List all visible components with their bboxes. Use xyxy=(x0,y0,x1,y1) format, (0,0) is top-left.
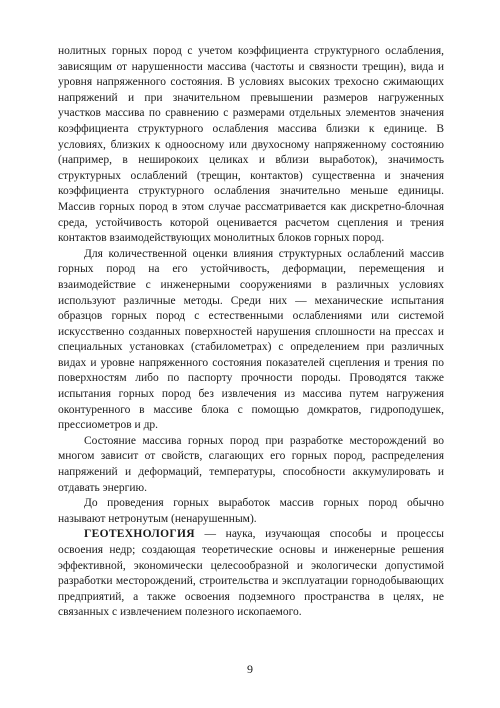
paragraph-continuation: нолитных горных пород с учетом коэффициента структурного ослабления, зависящим от нарушенности массива (частоты и связности трещин), вида и уровня напряженного состояния. В условиях высоких трехосно сжимающих напряжений и при значительном превышении размеров нагруженных участков массива по сравнению с размерами отдельных элементов значения коэффициента структурного ослабления массива близки к единице. В условиях, близких к одноосному или двухосному напряженному состоянию (например, в неширокоих целиках и вблизи выработок), значимость структурных ослаблений (трещин, контактов) существенна и значения коэффициента структурного ослабления значительно меньше единицы. Массив горных пород в этом случае рассматривается как дискретно-блочная среда, устойчивость которой оценивается расчетом сцепления и трения контактов взаимодействующих монолитных блоков горных пород. xyxy=(58,45,444,245)
paragraph-methods: Для количественной оценки влияния структурных ослаблений массив горных пород на его устойчивость, деформации, перемещения и взаимодействие с инженерными сооружениями в различных условиях используют различные методы. Среди них — механические испытания образцов горных пород с естественными ослаблениями или системой искусственно созданных поверхностей нарушения сплошности на прессах и специальных установках (стабилометрах) с определением при различных видах и уровне напряженного состояния показателей сцепления и трения по поверхностям либо по паспорту прочности породы. Проводятся также испытания горных пород без извлечения из массива путем нагружения оконтуренного в массиве блока с помощью домкратов, гидроподушек, прессиометров и др. xyxy=(58,247,444,432)
paragraph-massif-state: Состояние массива горных пород при разработке месторождений во многом зависит от свойств, слагающих его горных пород, распределения напряжений и деформаций, температуры, способности аккумулировать и отдавать энергию. xyxy=(58,434,444,494)
definition-term: ГЕОТЕХНОЛОГИЯ xyxy=(84,528,195,541)
page-number: 9 xyxy=(247,662,253,676)
definition-geotechnology xyxy=(58,527,444,621)
definition-body: — наука, изучающая способы и процессы освоения недр; создающая теоретические основы и инженерные решения эффективной, экономически целесообразной и экологически допустимой разработки месторождений, строительства и эксплуатации горнодобывающих предприятий, а также освоения подземного пространства в целях, не связанных с извлечением полезного ископаемого. xyxy=(58,528,444,619)
page-body xyxy=(58,44,444,621)
paragraph-untouched-massif: До проведения горных выработок массив горных пород обычно называют нетронутым (ненарушенным). xyxy=(58,497,444,525)
